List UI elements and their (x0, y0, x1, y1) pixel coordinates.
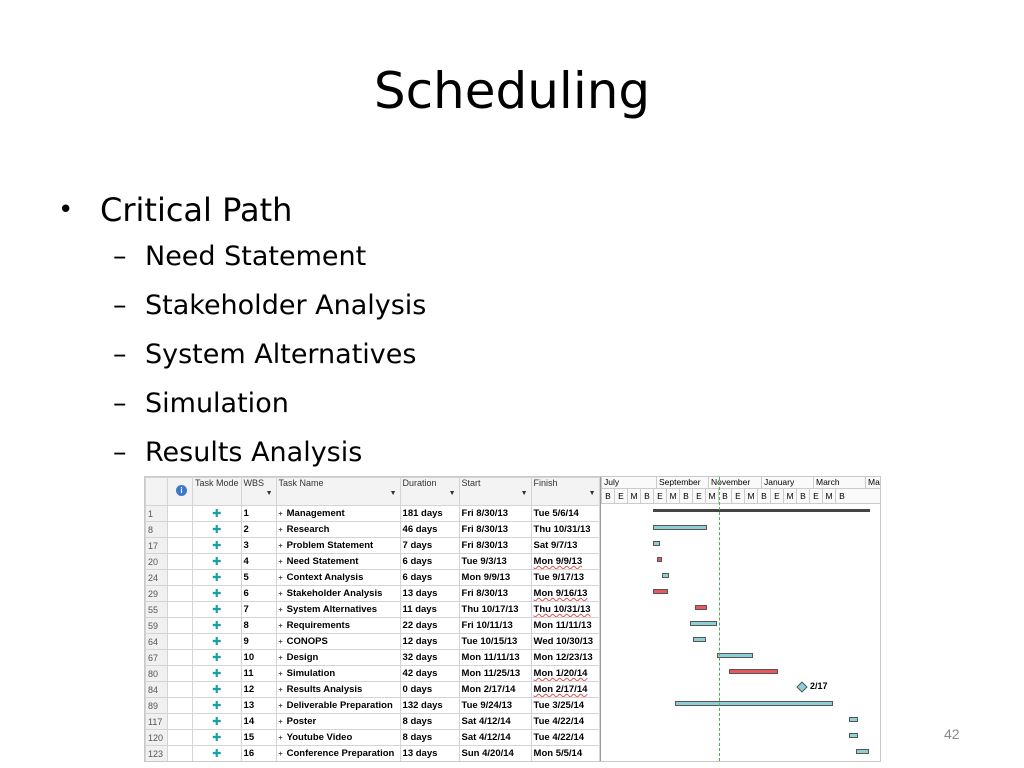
timeline-period: E (692, 489, 705, 503)
timeline-period: B (640, 489, 653, 503)
pushpin-icon: ✚ (212, 732, 222, 744)
expand-icon[interactable]: + (278, 703, 283, 710)
duration-cell: 13 days (400, 586, 459, 602)
timeline-period: B (835, 489, 848, 503)
dash-marker: – (113, 339, 127, 370)
dropdown-arrow-icon: ▼ (588, 490, 596, 497)
indicator-cell (168, 666, 193, 682)
pushpin-icon: ✚ (212, 700, 222, 712)
finish-cell: Mon 9/16/13 (531, 586, 599, 602)
row-id: 67 (146, 650, 168, 666)
wbs-header[interactable]: WBS ▼ (241, 478, 276, 506)
expand-icon[interactable]: + (278, 575, 283, 582)
pushpin-icon: ✚ (212, 684, 222, 696)
start-cell: Fri 8/30/13 (459, 538, 531, 554)
indicator-cell (168, 714, 193, 730)
info-icon: i (176, 485, 187, 496)
indicator-cell (168, 538, 193, 554)
duration-cell: 6 days (400, 570, 459, 586)
sub-bullet-label: Results Analysis (145, 437, 363, 468)
task-bar[interactable] (695, 605, 707, 610)
task-bar[interactable] (653, 509, 870, 512)
indicator-cell (168, 730, 193, 746)
timeline-periods (601, 489, 881, 504)
timeline-month: March (813, 477, 865, 488)
start-cell: Sat 4/12/14 (459, 714, 531, 730)
row-id: 8 (146, 522, 168, 538)
task-mode-cell (193, 522, 242, 538)
task-mode-cell (193, 618, 242, 634)
table-row[interactable] (146, 618, 600, 634)
slide-title: Scheduling (373, 62, 651, 120)
duration-cell: 7 days (400, 538, 459, 554)
timeline-period: E (770, 489, 783, 503)
pushpin-icon: ✚ (212, 604, 222, 616)
expand-icon[interactable]: + (278, 543, 283, 550)
finish-cell: Mon 12/23/13 (531, 650, 599, 666)
finish-cell: Tue 9/17/13 (531, 570, 599, 586)
dropdown-arrow-icon: ▼ (389, 490, 397, 497)
finish-cell: Mon 2/17/14 (531, 682, 599, 698)
indicator-cell (168, 634, 193, 650)
dropdown-arrow-icon: ▼ (448, 490, 456, 497)
row-id: 17 (146, 538, 168, 554)
duration-cell: 22 days (400, 618, 459, 634)
pushpin-icon: ✚ (212, 572, 222, 584)
expand-icon[interactable]: + (278, 687, 283, 694)
table-row[interactable] (146, 682, 600, 698)
milestone-label: 2/17 (809, 681, 828, 691)
timeline-period: B (796, 489, 809, 503)
start-cell: Fri 8/30/13 (459, 522, 531, 538)
row-id: 84 (146, 682, 168, 698)
timeline-month: September (656, 477, 708, 488)
timeline-month: November (708, 477, 761, 488)
wbs-cell: 8 (241, 618, 276, 634)
table-row[interactable] (146, 730, 600, 746)
timeline-period: M (627, 489, 640, 503)
expand-icon[interactable]: + (278, 591, 283, 598)
task-name-cell: + Design (276, 650, 400, 666)
status-date-line (719, 477, 720, 761)
timeline-period: M (744, 489, 757, 503)
pushpin-icon: ✚ (212, 508, 222, 520)
timeline-period: E (731, 489, 744, 503)
task-name-cell: + Conference Preparation (276, 746, 400, 762)
finish-header[interactable]: Finish ▼ (531, 478, 599, 506)
duration-cell: 8 days (400, 714, 459, 730)
sub-bullet-label: System Alternatives (145, 339, 417, 370)
row-id: 20 (146, 554, 168, 570)
pushpin-icon: ✚ (212, 652, 222, 664)
start-cell: Sat 4/12/14 (459, 730, 531, 746)
task-bar[interactable] (856, 749, 869, 754)
row-id: 29 (146, 586, 168, 602)
timeline-period: M (666, 489, 679, 503)
table-row[interactable] (146, 570, 600, 586)
row-id: 80 (146, 666, 168, 682)
wbs-cell: 3 (241, 538, 276, 554)
start-cell: Fri 8/30/13 (459, 506, 531, 522)
row-id: 24 (146, 570, 168, 586)
finish-cell: Tue 4/22/14 (531, 730, 599, 746)
row-id: 59 (146, 618, 168, 634)
indicator-cell (168, 698, 193, 714)
finish-cell: Mon 9/9/13 (531, 554, 599, 570)
wbs-cell: 4 (241, 554, 276, 570)
duration-cell: 12 days (400, 634, 459, 650)
dropdown-arrow-icon: ▼ (520, 490, 528, 497)
task-mode-cell (193, 666, 242, 682)
duration-cell: 181 days (400, 506, 459, 522)
start-cell: Tue 9/3/13 (459, 554, 531, 570)
pushpin-icon: ✚ (212, 524, 222, 536)
task-name-cell: + Deliverable Preparation (276, 698, 400, 714)
task-name-cell: + Results Analysis (276, 682, 400, 698)
start-cell: Fri 10/11/13 (459, 618, 531, 634)
task-table (145, 477, 600, 762)
pushpin-icon: ✚ (212, 556, 222, 568)
expand-icon[interactable]: + (278, 655, 283, 662)
bullet-list (58, 188, 426, 477)
task-name-cell: + Context Analysis (276, 570, 400, 586)
indicators-header[interactable] (168, 478, 193, 506)
wbs-cell: 11 (241, 666, 276, 682)
expand-icon[interactable]: + (278, 511, 283, 518)
start-cell: Sun 4/20/14 (459, 746, 531, 762)
expand-icon[interactable]: + (278, 527, 283, 534)
timeline-period: M (705, 489, 718, 503)
start-header[interactable]: Start ▼ (459, 478, 531, 506)
task-bar[interactable] (693, 637, 706, 642)
table-row[interactable] (146, 714, 600, 730)
task-name-cell: + Simulation (276, 666, 400, 682)
duration-cell: 46 days (400, 522, 459, 538)
indicator-cell (168, 650, 193, 666)
timeline-period: E (614, 489, 627, 503)
expand-icon[interactable]: + (278, 735, 283, 742)
pushpin-icon: ✚ (212, 716, 222, 728)
wbs-cell: 12 (241, 682, 276, 698)
table-row[interactable] (146, 554, 600, 570)
task-mode-cell (193, 746, 242, 762)
wbs-cell: 13 (241, 698, 276, 714)
task-mode-cell (193, 714, 242, 730)
indicator-cell (168, 506, 193, 522)
timeline-months (601, 477, 881, 489)
task-bar[interactable] (675, 701, 833, 706)
timeline-month: January (761, 477, 813, 488)
start-cell: Mon 2/17/14 (459, 682, 531, 698)
finish-cell: Thu 10/31/13 (531, 602, 599, 618)
indicator-cell (168, 746, 193, 762)
timeline-month: July (601, 477, 656, 488)
bullet-critical-path (58, 188, 426, 232)
table-row[interactable] (146, 698, 600, 714)
wbs-cell: 10 (241, 650, 276, 666)
table-row[interactable] (146, 634, 600, 650)
task-bar[interactable] (849, 733, 858, 738)
duration-cell: 0 days (400, 682, 459, 698)
task-mode-cell (193, 682, 242, 698)
gantt-bars (601, 504, 881, 761)
sub-bullet-item (58, 379, 426, 428)
indicator-cell (168, 586, 193, 602)
dash-marker: – (113, 290, 127, 321)
indicator-cell (168, 682, 193, 698)
task-mode-cell (193, 602, 242, 618)
table-row[interactable] (146, 650, 600, 666)
table-row[interactable] (146, 522, 600, 538)
task-bar[interactable] (653, 589, 668, 594)
wbs-cell: 9 (241, 634, 276, 650)
task-mode-cell (193, 730, 242, 746)
wbs-cell: 1 (241, 506, 276, 522)
timeline-period: E (653, 489, 666, 503)
table-row[interactable] (146, 506, 600, 522)
timeline-period: B (718, 489, 731, 503)
bullet-dot: • (58, 195, 74, 225)
wbs-cell: 15 (241, 730, 276, 746)
task-mode-cell (193, 586, 242, 602)
start-cell: Tue 10/15/13 (459, 634, 531, 650)
task-name-cell: + Requirements (276, 618, 400, 634)
wbs-cell: 2 (241, 522, 276, 538)
duration-cell: 11 days (400, 602, 459, 618)
milestone-marker[interactable] (796, 681, 807, 692)
pushpin-icon: ✚ (212, 636, 222, 648)
timeline-period: M (783, 489, 796, 503)
timeline-period: B (601, 489, 614, 503)
row-id: 64 (146, 634, 168, 650)
indicator-cell (168, 618, 193, 634)
task-mode-header[interactable]: Task Mode (193, 478, 242, 506)
table-row[interactable] (146, 602, 600, 618)
start-cell: Mon 9/9/13 (459, 570, 531, 586)
sub-bullet-label: Need Statement (145, 241, 367, 272)
row-id: 1 (146, 506, 168, 522)
task-bar[interactable] (653, 541, 660, 546)
expand-icon[interactable]: + (278, 559, 283, 566)
expand-icon[interactable]: + (278, 623, 283, 630)
finish-cell: Sat 9/7/13 (531, 538, 599, 554)
task-bar[interactable] (653, 525, 707, 530)
pushpin-icon: ✚ (212, 748, 222, 760)
expand-icon[interactable]: + (278, 639, 283, 646)
dash-marker: – (113, 241, 127, 272)
task-name-header[interactable]: Task Name ▼ (276, 478, 400, 506)
indicator-cell (168, 570, 193, 586)
start-cell: Tue 9/24/13 (459, 698, 531, 714)
expand-icon[interactable]: + (278, 751, 283, 758)
start-cell: Mon 11/25/13 (459, 666, 531, 682)
pushpin-icon: ✚ (212, 588, 222, 600)
sub-bullet-item (58, 281, 426, 330)
timeline-period: E (809, 489, 822, 503)
dash-marker: – (113, 437, 127, 468)
table-row[interactable] (146, 586, 600, 602)
task-mode-cell (193, 506, 242, 522)
gantt-screenshot (144, 476, 881, 762)
gantt-chart (600, 477, 881, 761)
task-mode-cell (193, 570, 242, 586)
task-bar[interactable] (729, 669, 778, 674)
indicator-cell (168, 554, 193, 570)
pushpin-icon: ✚ (212, 668, 222, 680)
pushpin-icon: ✚ (212, 540, 222, 552)
expand-icon[interactable]: + (278, 671, 283, 678)
start-cell: Mon 11/11/13 (459, 650, 531, 666)
table-row[interactable] (146, 746, 600, 762)
table-row[interactable] (146, 538, 600, 554)
row-id: 89 (146, 698, 168, 714)
row-id: 123 (146, 746, 168, 762)
finish-cell: Thu 10/31/13 (531, 522, 599, 538)
task-name-cell: + Problem Statement (276, 538, 400, 554)
task-name-cell: + Youtube Video (276, 730, 400, 746)
row-id: 117 (146, 714, 168, 730)
timeline-month: Ma (865, 477, 881, 488)
pushpin-icon: ✚ (212, 620, 222, 632)
duration-cell: 8 days (400, 730, 459, 746)
sub-bullet-item (58, 330, 426, 379)
duration-cell: 32 days (400, 650, 459, 666)
finish-cell: Mon 1/20/14 (531, 666, 599, 682)
duration-cell: 132 days (400, 698, 459, 714)
start-cell: Fri 8/30/13 (459, 586, 531, 602)
task-name-cell: + CONOPS (276, 634, 400, 650)
sub-bullet-item (58, 428, 426, 477)
wbs-cell: 14 (241, 714, 276, 730)
wbs-cell: 7 (241, 602, 276, 618)
task-bar[interactable] (662, 573, 669, 578)
task-mode-cell (193, 634, 242, 650)
dropdown-arrow-icon: ▼ (265, 490, 273, 497)
dash-marker: – (113, 388, 127, 419)
sub-bullet-label: Simulation (145, 388, 289, 419)
duration-cell: 42 days (400, 666, 459, 682)
finish-cell: Mon 5/5/14 (531, 746, 599, 762)
start-cell: Thu 10/17/13 (459, 602, 531, 618)
indicator-cell (168, 522, 193, 538)
finish-cell: Mon 11/11/13 (531, 618, 599, 634)
sub-bullet-label: Stakeholder Analysis (145, 290, 427, 321)
duration-cell: 13 days (400, 746, 459, 762)
finish-cell: Tue 5/6/14 (531, 506, 599, 522)
row-id-header (146, 478, 168, 506)
indicator-cell (168, 602, 193, 618)
task-mode-cell (193, 650, 242, 666)
finish-cell: Wed 10/30/13 (531, 634, 599, 650)
task-mode-cell (193, 554, 242, 570)
finish-cell: Tue 3/25/14 (531, 698, 599, 714)
task-mode-cell (193, 698, 242, 714)
expand-icon[interactable]: + (278, 607, 283, 614)
wbs-cell: 6 (241, 586, 276, 602)
slide-number: 42 (944, 726, 960, 742)
timeline-period: M (822, 489, 835, 503)
finish-cell: Tue 4/22/14 (531, 714, 599, 730)
task-name-cell: + Need Statement (276, 554, 400, 570)
bullet-label: Critical Path (100, 191, 293, 229)
task-name-cell: + Research (276, 522, 400, 538)
task-bar[interactable] (657, 557, 662, 562)
sub-bullet-item (58, 232, 426, 281)
task-name-cell: + Management (276, 506, 400, 522)
table-row[interactable] (146, 666, 600, 682)
task-bar[interactable] (849, 717, 858, 722)
wbs-cell: 16 (241, 746, 276, 762)
task-bar[interactable] (717, 653, 754, 658)
row-id: 55 (146, 602, 168, 618)
sub-bullet-list (58, 232, 426, 477)
task-name-cell: + Poster (276, 714, 400, 730)
expand-icon[interactable]: + (278, 719, 283, 726)
task-mode-cell (193, 538, 242, 554)
duration-cell: 6 days (400, 554, 459, 570)
row-id: 120 (146, 730, 168, 746)
duration-header[interactable]: Duration ▼ (400, 478, 459, 506)
wbs-cell: 5 (241, 570, 276, 586)
timeline-period: B (679, 489, 692, 503)
task-bar[interactable] (690, 621, 717, 626)
timeline-period: B (757, 489, 770, 503)
task-name-cell: + Stakeholder Analysis (276, 586, 400, 602)
task-name-cell: + System Alternatives (276, 602, 400, 618)
